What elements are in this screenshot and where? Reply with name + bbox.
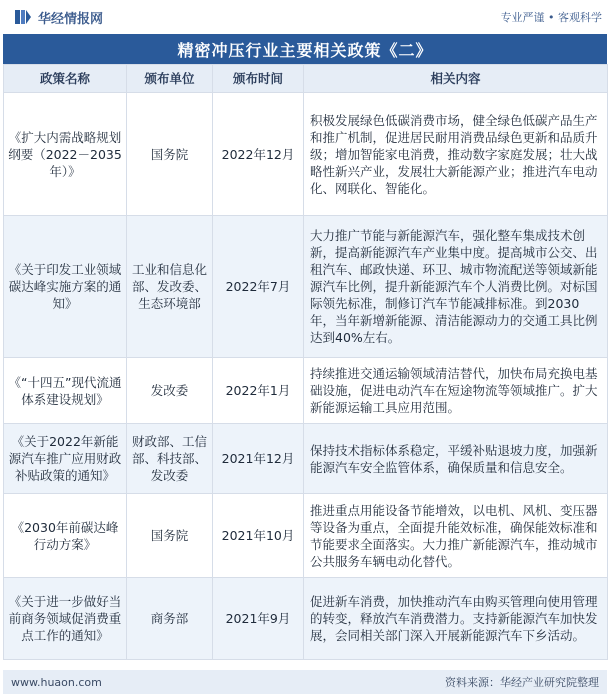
policy-date: 2022年12月 <box>213 93 304 216</box>
policy-name: 《2030年前碳达峰行动方案》 <box>4 494 127 578</box>
footer-url: www.huaon.com <box>11 675 102 689</box>
brand <box>14 8 103 27</box>
policy-issuer: 工业和信息化部、发改委、生态环境部 <box>127 216 213 358</box>
policy-issuer: 国务院 <box>127 93 213 216</box>
policy-name: 《“十四五”现代流通体系建设规划》 <box>4 358 127 424</box>
column-header-content: 相关内容 <box>304 65 608 93</box>
top-bar <box>0 0 610 34</box>
page-title: 精密冲压行业主要相关政策《二》 <box>3 34 607 64</box>
policy-content: 大力推广节能与新能源汽车，强化整车集成技术创新，提高新能源汽车产业集中度。提高城市公交、出租汽车、邮政快递、环卫、城市物流配送等领域新能源汽车比例，提升新能源汽车个人消费比例。对标国际领先标准，制修订汽车节能减排标准。到2030年，当年新增新能源、清洁能源动力的交通工具比例达到40%左右。 <box>304 216 608 358</box>
table-row <box>4 93 608 216</box>
table-row <box>4 578 608 660</box>
policy-date: 2021年10月 <box>213 494 304 578</box>
policy-content: 推进重点用能设备节能增效，以电机、风机、变压器等设备为重点，全面提升能效标准，确保能效标准和节能要求全面落实。大力推广新能源汽车，推动城市公共服务车辆电动化替代。 <box>304 494 608 578</box>
table-header-row <box>4 65 608 93</box>
policy-date: 2022年7月 <box>213 216 304 358</box>
policy-name: 《关于进一步做好当前商务领域促消费重点工作的通知》 <box>4 578 127 660</box>
policy-name: 《关于2022年新能源汽车推广应用财政补贴政策的通知》 <box>4 424 127 494</box>
policy-date: 2021年12月 <box>213 424 304 494</box>
policy-issuer: 财政部、工信部、科技部、发改委 <box>127 424 213 494</box>
policy-name: 《关于印发工业领域碳达峰实施方案的通知》 <box>4 216 127 358</box>
huajing-logo-icon <box>14 8 32 26</box>
table-row <box>4 358 608 424</box>
policy-issuer: 国务院 <box>127 494 213 578</box>
policy-table <box>3 64 608 660</box>
policy-issuer: 商务部 <box>127 578 213 660</box>
policy-content: 保持技术指标体系稳定，平缓补贴退坡力度，加强新能源汽车安全监管体系，确保质量和信息安全。 <box>304 424 608 494</box>
policy-content: 积极发展绿色低碳消费市场，健全绿色低碳产品生产和推广机制，促进居民耐用消费品绿色更新和品质升级；增加智能家电消费，推动数字家庭发展；壮大战略性新兴产业，发展壮大新能源产业；推进汽车电动化、网联化、智能化。 <box>304 93 608 216</box>
policy-content: 持续推进交通运输领域清洁替代，加快布局充换电基础设施，促进电动汽车在短途物流等领域推广。扩大新能源运输工具应用范围。 <box>304 358 608 424</box>
table-row <box>4 424 608 494</box>
policy-name: 《扩大内需战略规划纲要（2022－2035年）》 <box>4 93 127 216</box>
footer <box>3 670 607 694</box>
data-source: 资料来源：华经产业研究院整理 <box>445 676 599 689</box>
table-row <box>4 216 608 358</box>
column-header-issuer: 颁布单位 <box>127 65 213 93</box>
slogan: 专业严谨 • 客观科学 <box>500 11 602 24</box>
policy-content: 促进新车消费，加快推动汽车由购买管理向使用管理的转变，释放汽车消费潜力。支持新能源汽车加快发展，会同相关部门深入开展新能源汽车下乡活动。 <box>304 578 608 660</box>
policy-issuer: 发改委 <box>127 358 213 424</box>
column-header-date: 颁布时间 <box>213 65 304 93</box>
table-row <box>4 494 608 578</box>
policy-date: 2021年9月 <box>213 578 304 660</box>
column-header-policy-name: 政策名称 <box>4 65 127 93</box>
brand-name: 华经情报网 <box>38 11 104 27</box>
policy-date: 2022年1月 <box>213 358 304 424</box>
